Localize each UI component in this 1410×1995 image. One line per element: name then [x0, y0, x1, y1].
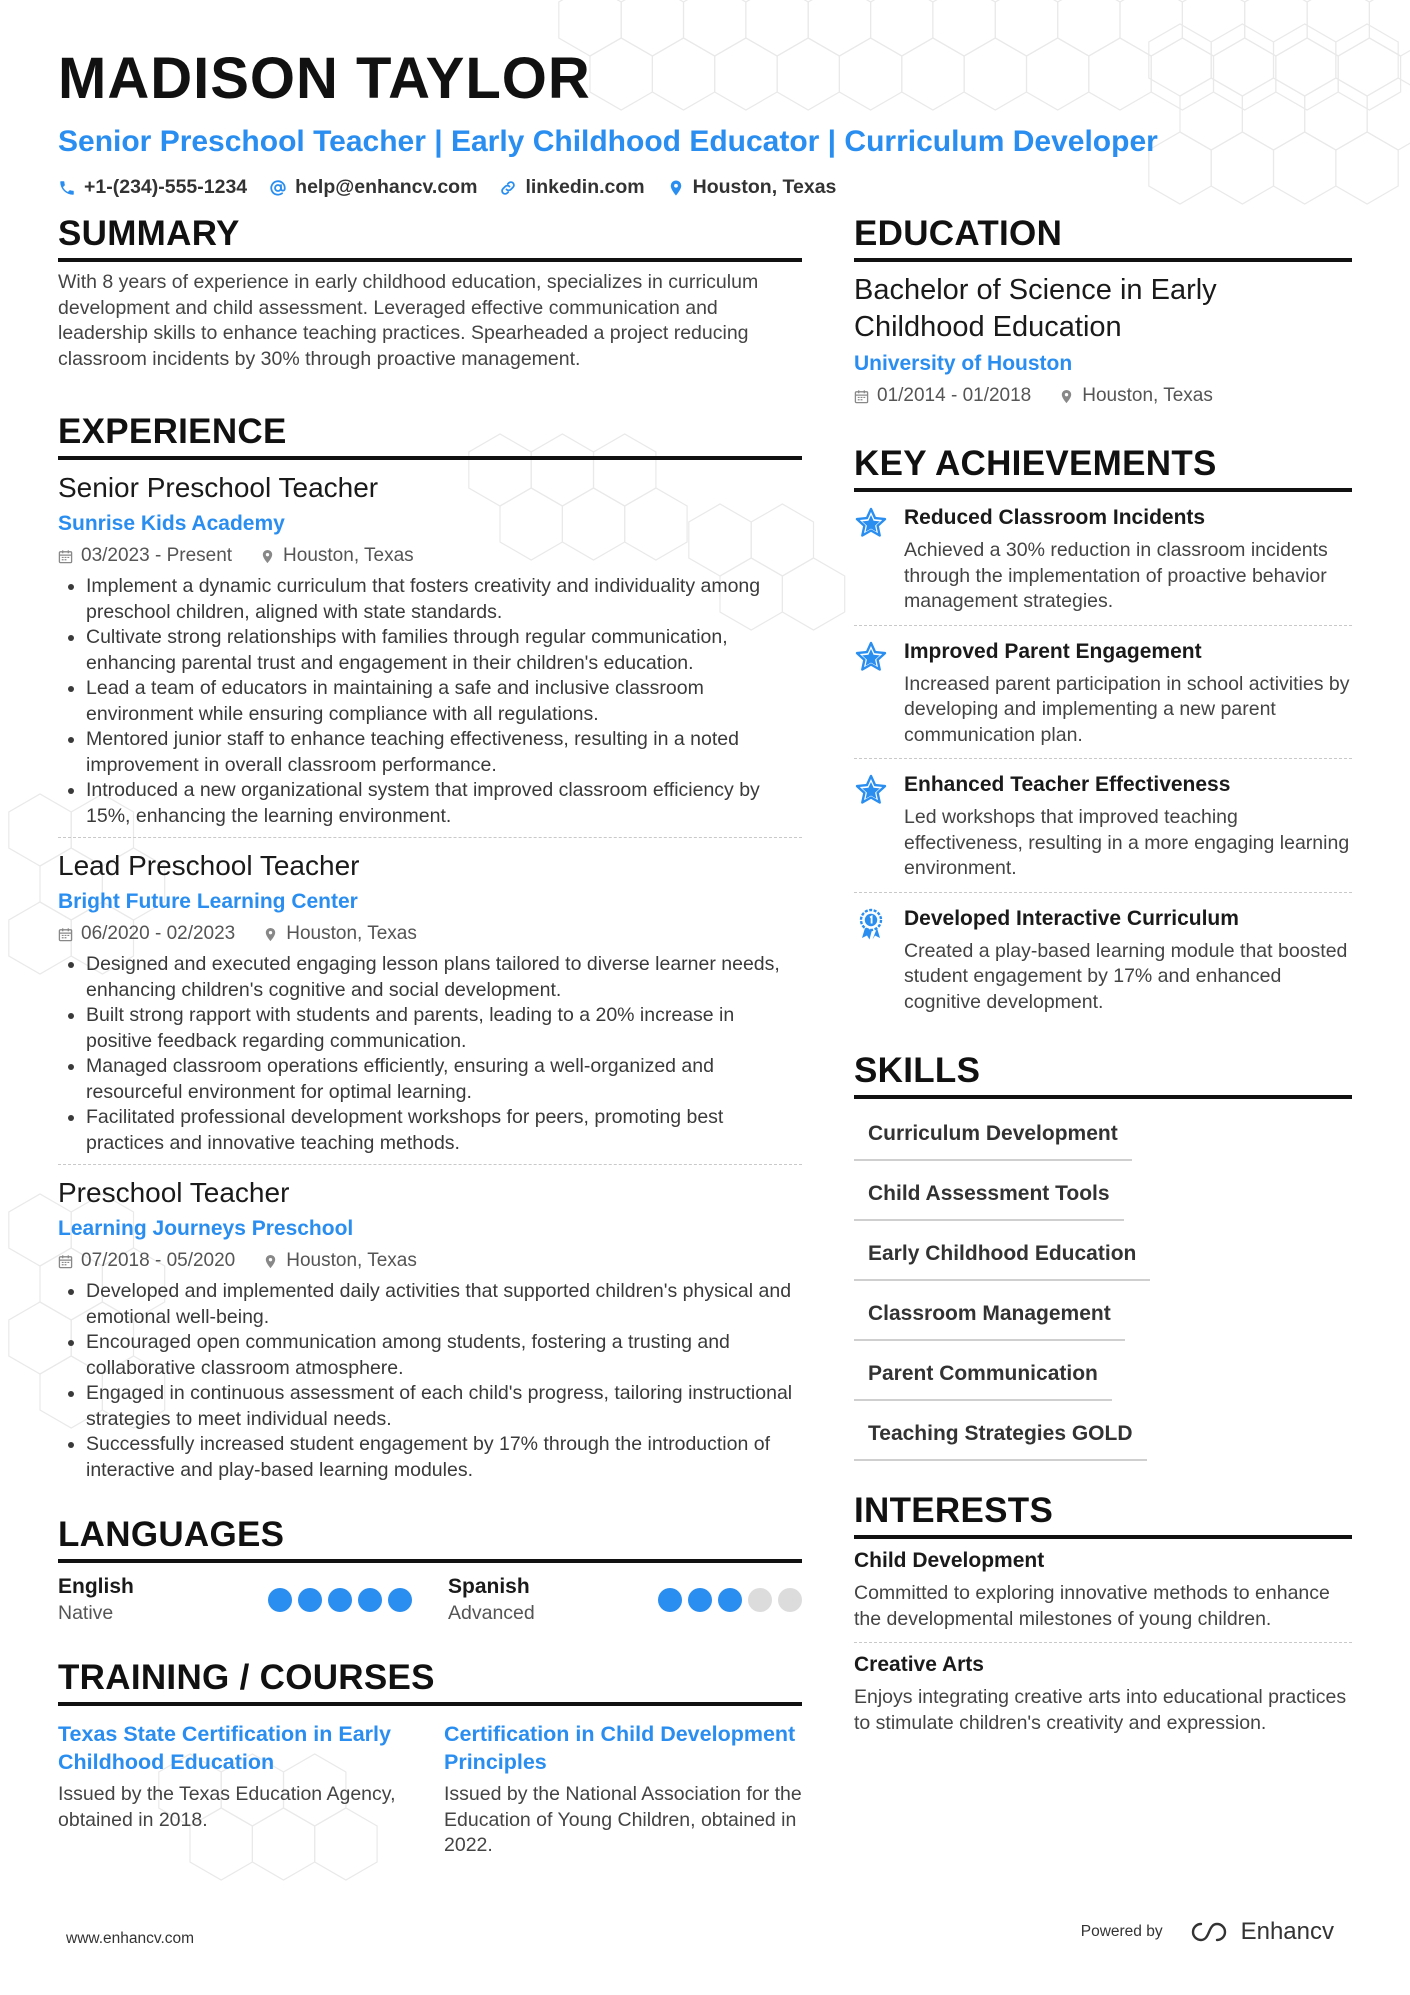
star-icon — [854, 640, 888, 674]
course-title: Texas State Certification in Early Childhood Education — [58, 1722, 391, 1774]
languages-heading: LANGUAGES — [58, 1513, 802, 1563]
job-dates: 03/2023 - Present — [81, 545, 233, 566]
summary-heading: SUMMARY — [58, 212, 802, 262]
achievements-section — [854, 442, 1352, 1025]
skills-list — [854, 1111, 1352, 1461]
contact-location — [667, 176, 837, 199]
bullet-item: • Cultivate strong relationships with families through regular communication, enhancing parental trust and engagement in their children's education. — [86, 625, 802, 676]
bullet-item: • Lead a team of educators in maintaining a safe and inclusive classroom environment while ensuring compliance with all regulations. — [86, 676, 802, 727]
bullet-item: • Developed and implemented daily activities that supported children's physical and emotional well-being. — [86, 1279, 802, 1330]
achievements-heading: KEY ACHIEVEMENTS — [854, 442, 1352, 492]
job-meta — [58, 544, 802, 568]
education-dates: 01/2014 - 01/2018 — [877, 385, 1032, 406]
map-pin-icon — [1059, 389, 1074, 404]
course-item — [58, 1720, 416, 1859]
summary-text: With 8 years of experience in early childhood education, specializes in curriculum development and child assessment. Leveraged effective communication and leadership skills to enhance teaching practices. Spearheaded a project reducing classroom incidents by 30% through proactive management. — [58, 271, 759, 370]
skills-section — [854, 1049, 1352, 1461]
job-title: Lead Preschool Teacher — [58, 850, 360, 881]
footer-website[interactable]: www.enhancv.com — [66, 1930, 195, 1947]
left-column — [58, 212, 802, 1859]
candidate-name: MADISON TAYLOR — [58, 46, 591, 111]
powered-by-label: Powered by — [1080, 1923, 1163, 1940]
rating-dot-filled — [358, 1588, 382, 1612]
job-bullets — [58, 952, 802, 1156]
hexagon-shape — [1369, 0, 1410, 56]
bullet-item: • Designed and executed engaging lesson plans tailored to diverse learner needs, enhancing children's cognitive and social development. — [86, 952, 802, 1003]
languages-list — [58, 1573, 802, 1626]
training-heading: TRAINING / COURSES — [58, 1656, 802, 1706]
interest-item — [854, 1643, 1352, 1746]
bullet-item: • Implement a dynamic curriculum that fosters creativity and individuality among preschool children, aligned with state standards. — [86, 574, 802, 625]
summary-section — [58, 212, 802, 372]
language-name: Spanish — [448, 1575, 530, 1598]
language-level: Native — [58, 1602, 114, 1624]
skill-tag: Curriculum Development — [854, 1111, 1132, 1161]
interest-title: Child Development — [854, 1549, 1045, 1572]
candidate-headline: Senior Preschool Teacher | Early Childhood Educator | Curriculum Developer — [58, 125, 1158, 158]
job-location: Houston, Texas — [283, 545, 414, 566]
enhancv-logo[interactable] — [1187, 1918, 1334, 1946]
achievement-item — [854, 626, 1352, 760]
job-company: Learning Journeys Preschool — [58, 1217, 354, 1240]
skill-tag: Child Assessment Tools — [854, 1171, 1124, 1221]
rating-dot-filled — [328, 1588, 352, 1612]
job-location: Houston, Texas — [286, 923, 417, 944]
interest-item — [854, 1539, 1352, 1643]
at-sign-icon — [269, 179, 287, 197]
language-level: Advanced — [448, 1602, 535, 1624]
education-meta — [854, 384, 1352, 408]
bullet-item: • Facilitated professional development workshops for peers, promoting best practices and innovative teaching methods. — [86, 1105, 802, 1156]
job-bullets — [58, 574, 802, 829]
rating-dot-filled — [298, 1588, 322, 1612]
skill-tag: Early Childhood Education — [854, 1231, 1150, 1281]
rating-dot-filled — [718, 1588, 742, 1612]
job-company: Sunrise Kids Academy — [58, 512, 285, 535]
interest-title: Creative Arts — [854, 1653, 984, 1676]
phone-text: +1-(234)-555-1234 — [84, 176, 248, 198]
contact-linkedin[interactable] — [499, 176, 644, 199]
location-text: Houston, Texas — [692, 176, 837, 198]
languages-section — [58, 1513, 802, 1626]
achievement-item — [854, 492, 1352, 626]
achievement-description: Led workshops that improved teaching effectiveness, resulting in a more engaging learning environment. — [904, 806, 1350, 879]
interests-heading: INTERESTS — [854, 1489, 1352, 1539]
course-title: Certification in Child Development Principles — [444, 1722, 796, 1774]
bullet-item: • Engaged in continuous assessment of each child's progress, tailoring instructional strategies to meet individual needs. — [86, 1381, 802, 1432]
calendar-icon — [58, 1254, 73, 1269]
contact-bar — [58, 176, 1358, 199]
achievement-item — [854, 893, 1352, 1026]
job-title: Senior Preschool Teacher — [58, 472, 379, 503]
achievement-item — [854, 759, 1352, 893]
bullet-item: • Introduced a new organizational system that improved classroom efficiency by 15%, enhancing the learning environment. — [86, 778, 802, 829]
star-icon — [854, 506, 888, 540]
enhancv-logo-icon — [1187, 1920, 1231, 1944]
bullet-item: • Managed classroom operations efficiently, ensuring a well-organized and resourceful environment for optimal learning. — [86, 1054, 802, 1105]
achievement-title: Enhanced Teacher Effectiveness — [904, 773, 1231, 796]
contact-phone[interactable] — [58, 176, 247, 199]
brand-name: Enhancv — [1240, 1918, 1334, 1945]
rating-dot-filled — [388, 1588, 412, 1612]
email-text: help@enhancv.com — [295, 176, 478, 198]
education-section — [854, 212, 1352, 408]
skill-tag: Parent Communication — [854, 1351, 1112, 1401]
phone-icon — [58, 179, 76, 197]
achievement-title: Developed Interactive Curriculum — [904, 906, 1239, 930]
calendar-icon — [58, 549, 73, 564]
job-company: Bright Future Learning Center — [58, 890, 358, 913]
right-column — [854, 212, 1352, 1746]
rating-dot-filled — [688, 1588, 712, 1612]
rating-dot-empty — [748, 1588, 772, 1612]
hexagon-shape — [1367, 78, 1410, 150]
education-degree: Bachelor of Science in Early Childhood Education — [854, 274, 1217, 343]
map-pin-icon — [263, 927, 278, 942]
job-entry — [58, 848, 802, 1165]
skill-tag: Classroom Management — [854, 1291, 1125, 1341]
education-location: Houston, Texas — [1082, 385, 1213, 406]
bullet-item: • Built strong rapport with students and parents, leading to a 20% increase in positive feedback regarding communication. — [86, 1003, 802, 1054]
interest-description: Enjoys integrating creative arts into educational practices to stimulate children's creativity and expression. — [854, 1686, 1347, 1734]
language-item — [448, 1573, 802, 1626]
job-title: Preschool Teacher — [58, 1177, 290, 1208]
job-location: Houston, Texas — [286, 1250, 417, 1271]
job-entry — [58, 1175, 802, 1491]
interest-description: Committed to exploring innovative methods to enhance the developmental milestones of young children. — [854, 1582, 1330, 1630]
skill-tag: Teaching Strategies GOLD — [854, 1411, 1147, 1461]
rating-dot-filled — [268, 1588, 292, 1612]
course-description: Issued by the Texas Education Agency, obtained in 2018. — [58, 1783, 396, 1831]
skills-heading: SKILLS — [854, 1049, 1352, 1099]
job-meta — [58, 1249, 802, 1273]
map-pin-icon — [263, 1254, 278, 1269]
map-pin-icon — [260, 549, 275, 564]
job-dates: 06/2020 - 02/2023 — [81, 923, 236, 944]
education-heading: EDUCATION — [854, 212, 1352, 262]
course-item — [444, 1720, 802, 1859]
resume-header — [58, 42, 1358, 199]
linkedin-text: linkedin.com — [525, 176, 645, 198]
job-bullets — [58, 1279, 802, 1483]
job-entry — [58, 470, 802, 838]
map-pin-icon — [667, 179, 685, 197]
achievement-description: Achieved a 30% reduction in classroom incidents through the implementation of proactive behavior management strategies. — [904, 539, 1328, 612]
link-icon — [499, 179, 517, 197]
job-dates: 07/2018 - 05/2020 — [81, 1250, 236, 1271]
language-rating — [658, 1588, 802, 1612]
education-school: University of Houston — [854, 352, 1073, 375]
experience-heading: EXPERIENCE — [58, 410, 802, 460]
calendar-icon — [58, 927, 73, 942]
award-ribbon-icon — [854, 907, 888, 941]
achievement-description: Increased parent participation in school activities by developing and implementing a new parent communication plan. — [904, 672, 1350, 746]
courses-list — [58, 1720, 802, 1859]
rating-dot-empty — [778, 1588, 802, 1612]
achievement-description: Created a play-based learning module that boosted student engagement by 17% and enhanced cognitive development. — [904, 939, 1348, 1013]
language-rating — [268, 1588, 412, 1612]
footer-branding — [1081, 1918, 1334, 1946]
interests-section — [854, 1489, 1352, 1746]
rating-dot-filled — [658, 1588, 682, 1612]
bullet-item: • Encouraged open communication among students, fostering a trusting and collaborative classroom atmosphere. — [86, 1330, 802, 1381]
bullet-item: • Mentored junior staff to enhance teaching effectiveness, resulting in a noted improvement in overall classroom performance. — [86, 727, 802, 778]
course-description: Issued by the National Association for the Education of Young Children, obtained in 2022. — [444, 1783, 802, 1856]
experience-section — [58, 410, 802, 1491]
achievement-title: Reduced Classroom Incidents — [904, 506, 1206, 529]
job-meta — [58, 922, 802, 946]
star-icon — [854, 773, 888, 807]
language-name: English — [58, 1575, 134, 1598]
bullet-item: • Successfully increased student engagement by 17% through the introduction of interactive and play-based learning modules. — [86, 1432, 802, 1483]
calendar-icon — [854, 389, 869, 404]
achievement-title: Improved Parent Engagement — [904, 639, 1202, 663]
training-section — [58, 1656, 802, 1859]
language-item — [58, 1573, 412, 1626]
contact-email[interactable] — [269, 176, 477, 199]
